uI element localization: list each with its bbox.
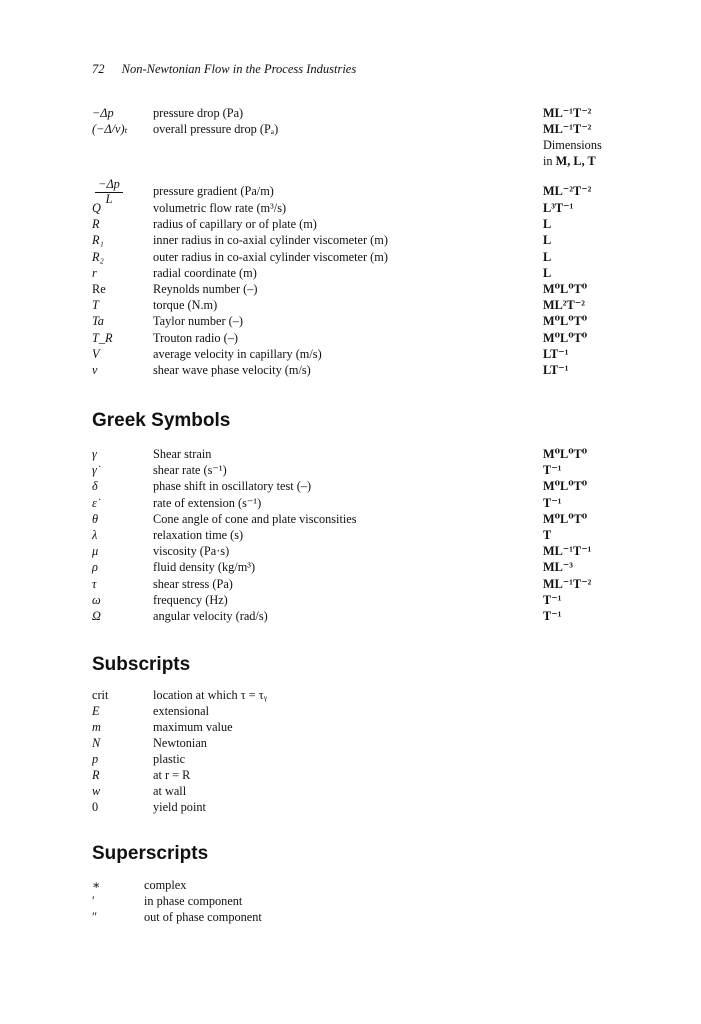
symbol-row: [0, 576, 701, 592]
description: at wall: [153, 784, 187, 798]
greek-symbols-heading: Greek Symbols: [92, 410, 231, 431]
description: shear rate (s⁻¹): [153, 463, 227, 478]
dimension: M⁰L⁰T⁰: [543, 479, 588, 494]
description: viscosity (Pa·s): [153, 544, 230, 559]
dimension: ML⁻³: [543, 560, 573, 575]
symbol-row: [0, 909, 701, 925]
dimension: ML⁻¹T⁻²: [543, 106, 592, 120]
description: frequency (Hz): [153, 592, 228, 607]
dimension: L³T⁻¹: [543, 201, 574, 215]
dimension: L: [543, 233, 552, 248]
dimensions-heading-second: [543, 153, 596, 169]
description: maximum value: [153, 720, 233, 734]
dimension: L: [543, 265, 552, 280]
symbol-row: [0, 462, 701, 478]
fraction-numerator: −Δp: [98, 177, 120, 191]
symbol: E: [92, 704, 100, 718]
dimension: LT⁻¹: [543, 363, 569, 377]
symbol: R₂: [92, 249, 104, 264]
description: inner radius in co-axial cylinder viscometer (m): [153, 233, 388, 248]
dimension: ML⁻¹T⁻¹: [543, 544, 592, 559]
symbol: T: [92, 298, 99, 313]
dimension: M⁰L⁰T⁰: [543, 330, 588, 345]
symbol-row: [0, 559, 701, 575]
description: fluid density (kg/m³): [153, 560, 256, 575]
symbol-row: [0, 200, 701, 216]
symbol-row: [0, 799, 701, 815]
symbol: w: [92, 784, 101, 798]
symbol-row: [0, 703, 701, 719]
symbol: N: [92, 736, 101, 750]
symbol-row: [0, 281, 701, 297]
description: Reynolds number (–): [153, 282, 258, 296]
symbol-row: [0, 265, 701, 281]
description: Newtonian: [153, 736, 207, 750]
dimension: ML⁻²T⁻²: [543, 184, 592, 198]
description: shear wave phase velocity (m/s): [153, 363, 311, 377]
description: Shear strain: [153, 447, 212, 461]
symbol: λ: [92, 528, 98, 542]
symbol: δ: [92, 479, 98, 494]
description: in phase component: [144, 894, 243, 908]
symbol: τ: [92, 576, 97, 591]
description: average velocity in capillary (m/s): [153, 346, 322, 361]
symbol-row: [0, 719, 701, 735]
description: extensional: [153, 704, 210, 718]
symbol-row: [0, 330, 701, 346]
symbol-row: [0, 543, 701, 559]
page-header: [92, 62, 356, 77]
symbol-row: [0, 511, 701, 527]
symbol-row: [0, 446, 701, 462]
symbol: ρ: [92, 560, 98, 575]
symbol-row: [0, 893, 701, 909]
description: location at which τ = τᵧ: [153, 688, 267, 702]
dimensions-heading-line1: Dimensions: [543, 138, 602, 152]
symbol-row: [0, 495, 701, 511]
symbol-row: [0, 105, 701, 121]
symbol: r: [92, 265, 97, 280]
description: radial coordinate (m): [153, 265, 257, 280]
description: Taylor number (–): [153, 314, 243, 329]
symbol-row: [0, 687, 701, 703]
symbol-row: [0, 783, 701, 799]
dimension: L: [543, 217, 552, 232]
symbol: ε̇: [92, 495, 97, 510]
symbol-row: [0, 735, 701, 751]
symbol: γ: [92, 447, 97, 461]
description: overall pressure drop (Pₐ): [153, 122, 279, 136]
symbol-row: [0, 527, 701, 543]
dimension: T⁻¹: [543, 592, 562, 607]
dimensions-heading-bold: M, L, T: [555, 154, 596, 168]
symbol-row: [0, 877, 701, 893]
symbol-row: [0, 362, 701, 378]
dimensions-heading-prefix: in: [543, 154, 556, 168]
symbol: 0: [92, 800, 99, 814]
symbol: R: [92, 768, 100, 782]
description: complex: [144, 878, 187, 892]
description: pressure gradient (Pa/m): [153, 184, 274, 198]
dimension: ML⁻¹T⁻²: [543, 122, 592, 136]
symbol: γ̇: [92, 463, 97, 478]
symbol: m: [92, 720, 101, 734]
dimensions-heading: [543, 137, 602, 153]
dimension: M⁰L⁰T⁰: [543, 447, 588, 461]
description: pressure drop (Pa): [153, 106, 244, 120]
description: outer radius in co-axial cylinder viscometer (m): [153, 249, 388, 264]
symbol-row: [0, 592, 701, 608]
symbol: −Δp: [92, 106, 114, 120]
symbol: θ: [92, 511, 99, 526]
symbol-row: [0, 232, 701, 248]
symbol: V: [92, 346, 100, 361]
symbol: R₁: [92, 233, 104, 248]
dimension: T⁻¹: [543, 463, 562, 478]
page-number: 72: [92, 62, 105, 76]
dimension: T⁻¹: [543, 495, 562, 510]
symbol: Ta: [92, 314, 104, 329]
description: rate of extension (s⁻¹): [153, 495, 262, 510]
dimension: T: [543, 528, 552, 542]
symbol: ω: [92, 592, 101, 607]
dimension: M⁰L⁰T⁰: [543, 282, 588, 296]
description: shear stress (Pa): [153, 576, 233, 591]
description: plastic: [153, 752, 186, 766]
symbol-row: [0, 346, 701, 362]
symbol-row: [0, 751, 701, 767]
dimension: L: [543, 249, 552, 264]
symbol: Re: [92, 282, 106, 296]
symbol: Q: [92, 201, 101, 215]
symbol: Ω: [92, 609, 101, 623]
dimension: LT⁻¹: [543, 346, 569, 361]
fraction-denominator: L: [105, 192, 113, 206]
description: radius of capillary or of plate (m): [153, 217, 317, 232]
symbol-row: [0, 249, 701, 265]
description: volumetric flow rate (m³/s): [153, 201, 287, 215]
symbol-row: [0, 216, 701, 232]
subscripts-heading: Subscripts: [92, 654, 191, 675]
symbol-row: [0, 608, 701, 624]
dimension: ML⁻¹T⁻²: [543, 576, 592, 591]
symbol: μ: [92, 544, 99, 559]
symbol-row: [0, 313, 701, 329]
symbol: R: [92, 217, 100, 232]
symbol: ′: [92, 894, 95, 908]
dimension: M⁰L⁰T⁰: [543, 314, 588, 329]
running-title: Non-Newtonian Flow in the Process Industries: [121, 62, 357, 76]
description: relaxation time (s): [153, 528, 244, 542]
symbol-row: [0, 297, 701, 313]
superscripts-heading: Superscripts: [92, 843, 209, 864]
description: angular velocity (rad/s): [153, 609, 268, 623]
symbol: T_R: [92, 330, 113, 345]
description: out of phase component: [144, 910, 262, 924]
description: Trouton radio (–): [153, 330, 238, 345]
symbol: v: [92, 363, 98, 377]
description: at r = R: [153, 768, 191, 782]
dimension: T⁻¹: [543, 609, 562, 623]
description: yield point: [153, 800, 206, 814]
dimension: ML²T⁻²: [543, 298, 585, 313]
description: torque (N.m): [153, 298, 218, 313]
dimension: M⁰L⁰T⁰: [543, 511, 588, 526]
description: phase shift in oscillatory test (–): [153, 479, 312, 494]
symbol-row: [0, 121, 701, 137]
symbol-row: [0, 478, 701, 494]
description: Cone angle of cone and plate visconsities: [153, 511, 357, 526]
symbol-row: [0, 767, 701, 783]
symbol: ∗: [92, 878, 101, 892]
symbol: ″: [92, 910, 98, 924]
symbol: crit: [92, 688, 109, 702]
symbol: (−Δ/v)ₜ: [92, 122, 128, 136]
symbol: p: [92, 752, 99, 766]
symbol-row: [0, 183, 701, 199]
